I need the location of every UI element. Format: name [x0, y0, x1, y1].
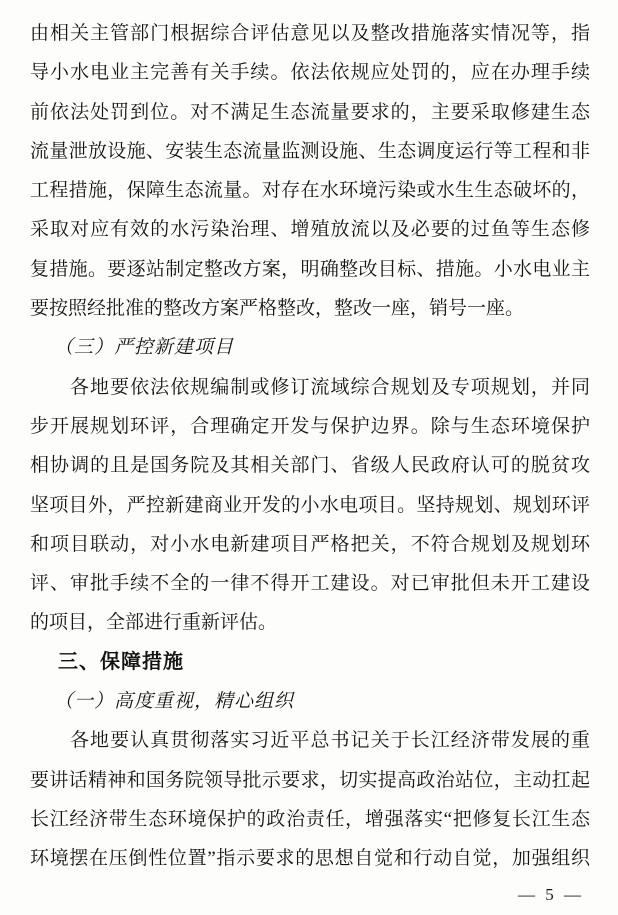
text-line: 流量泄放设施、安装生态流量监测设施、生态调度运行等工程和非 [30, 140, 590, 162]
text-line: 各地要依法依规编制或修订流域综合规划及专项规划，并同 [70, 376, 590, 398]
subsection-heading: （一）高度重视，精心组织 [54, 691, 295, 713]
text-line: 长江经济带生态环境保护的政治责任，增强落实“把修复长江生态 [30, 808, 590, 830]
page-number: — 5 — [518, 884, 584, 904]
text-line: 要讲话精神和国务院领导批示要求，切实提高政治站位，主动扛起 [30, 769, 590, 791]
text-line: 前依法处罚到位。对不满足生态流量要求的，主要采取修建生态 [30, 101, 590, 123]
text-line: 步开展规划环评，合理确定开发与保护边界。除与生态环境保护 [30, 415, 590, 437]
text-line: 的项目，全部进行重新评估。 [30, 612, 278, 634]
text-line: 由相关主管部门根据综合评估意见以及整改措施落实情况等，指 [30, 23, 590, 44]
text-line: 复措施。要逐站制定整改方案，明确整改目标、措施。小水电业主 [30, 258, 590, 280]
text-line: 和项目联动，对小水电新建项目严格把关，不符合规划及规划环 [30, 533, 590, 555]
text-line: 评、审批手续不全的一律不得开工建设。对已审批但未开工建设 [30, 573, 590, 595]
text-line: 导小水电业主完善有关手续。依法依规应处罚的，应在办理手续 [30, 62, 590, 84]
text-line: 相协调的且是国务院及其相关部门、省级人民政府认可的脱贫攻 [30, 455, 590, 477]
text-line: 采取对应有效的水污染治理、增殖放流以及必要的过鱼等生态修 [30, 219, 590, 241]
text-line: 坚项目外，严控新建商业开发的小水电项目。坚持规划、规划环评 [30, 494, 590, 516]
text-line: 工程措施，保障生态流量。对存在水环境污染或水生生态破坏的， [30, 180, 590, 202]
section-heading: 三、保障措施 [58, 650, 184, 673]
text-line: 环境摆在压倒性位置”指示要求的思想自觉和行动自觉，加强组织 [30, 848, 590, 870]
text-line: 要按照经批准的整改方案严格整改，整改一座，销号一座。 [30, 298, 525, 320]
text-line: 各地要认真贯彻落实习近平总书记关于长江经济带发展的重 [70, 730, 590, 752]
subsection-heading: （三）严控新建项目 [54, 337, 235, 359]
